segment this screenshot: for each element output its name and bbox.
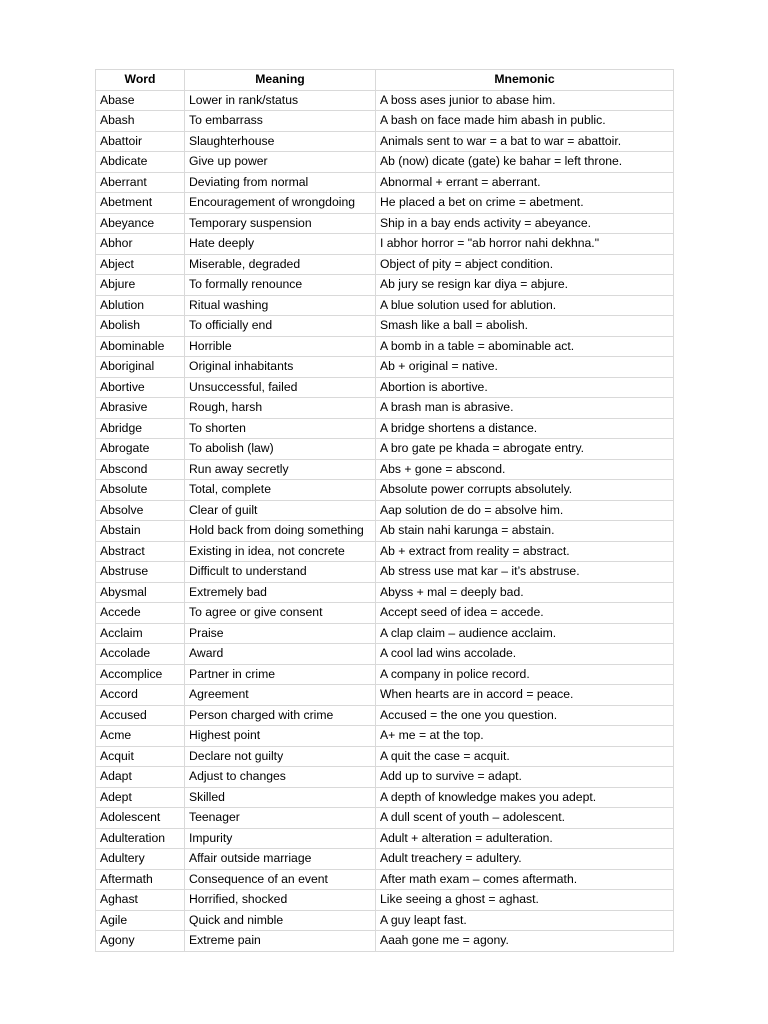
cell-meaning: Encouragement of wrongdoing — [185, 193, 376, 214]
cell-mnemonic: Ab stress use mat kar – it’s abstruse. — [376, 562, 674, 583]
cell-word: Abstain — [96, 521, 185, 542]
table-row — [96, 808, 674, 829]
table-row — [96, 439, 674, 460]
cell-word: Abeyance — [96, 213, 185, 234]
cell-mnemonic: Abs + gone = abscond. — [376, 459, 674, 480]
cell-word: Accomplice — [96, 664, 185, 685]
cell-meaning: Award — [185, 644, 376, 665]
cell-mnemonic: A quit the case = acquit. — [376, 746, 674, 767]
table-row — [96, 828, 674, 849]
table-row — [96, 890, 674, 911]
cell-word: Abase — [96, 90, 185, 111]
table-row — [96, 111, 674, 132]
cell-mnemonic: Adult + alteration = adulteration. — [376, 828, 674, 849]
cell-word: Ablution — [96, 295, 185, 316]
table-row — [96, 418, 674, 439]
cell-mnemonic: Animals sent to war = a bat to war = abattoir. — [376, 131, 674, 152]
cell-meaning: Rough, harsh — [185, 398, 376, 419]
table-row — [96, 562, 674, 583]
cell-meaning: Adjust to changes — [185, 767, 376, 788]
header-mnemonic: Mnemonic — [376, 70, 674, 91]
cell-word: Abysmal — [96, 582, 185, 603]
cell-word: Accused — [96, 705, 185, 726]
cell-meaning: Agreement — [185, 685, 376, 706]
cell-word: Agile — [96, 910, 185, 931]
cell-mnemonic: Add up to survive = adapt. — [376, 767, 674, 788]
cell-meaning: Declare not guilty — [185, 746, 376, 767]
cell-meaning: Total, complete — [185, 480, 376, 501]
cell-mnemonic: Smash like a ball = abolish. — [376, 316, 674, 337]
cell-meaning: Horrible — [185, 336, 376, 357]
cell-word: Abash — [96, 111, 185, 132]
table-row — [96, 849, 674, 870]
table-row — [96, 459, 674, 480]
table-row — [96, 336, 674, 357]
vocabulary-table — [95, 69, 674, 952]
header-word: Word — [96, 70, 185, 91]
table-row — [96, 213, 674, 234]
cell-mnemonic: Abortion is abortive. — [376, 377, 674, 398]
cell-word: Adulteration — [96, 828, 185, 849]
cell-meaning: Quick and nimble — [185, 910, 376, 931]
table-row — [96, 644, 674, 665]
table-row — [96, 357, 674, 378]
cell-word: Abstract — [96, 541, 185, 562]
cell-mnemonic: A+ me = at the top. — [376, 726, 674, 747]
cell-meaning: Skilled — [185, 787, 376, 808]
cell-mnemonic: A dull scent of youth – adolescent. — [376, 808, 674, 829]
cell-word: Abominable — [96, 336, 185, 357]
table-row — [96, 152, 674, 173]
table-row — [96, 521, 674, 542]
cell-word: Agony — [96, 931, 185, 952]
cell-word: Abrasive — [96, 398, 185, 419]
cell-meaning: Ritual washing — [185, 295, 376, 316]
cell-word: Adolescent — [96, 808, 185, 829]
cell-mnemonic: Ab + extract from reality = abstract. — [376, 541, 674, 562]
table-row — [96, 623, 674, 644]
table-row — [96, 90, 674, 111]
table-row — [96, 172, 674, 193]
cell-mnemonic: A brash man is abrasive. — [376, 398, 674, 419]
cell-mnemonic: A company in police record. — [376, 664, 674, 685]
cell-mnemonic: Aap solution de do = absolve him. — [376, 500, 674, 521]
cell-meaning: Extremely bad — [185, 582, 376, 603]
cell-word: Acme — [96, 726, 185, 747]
cell-mnemonic: Absolute power corrupts absolutely. — [376, 480, 674, 501]
cell-mnemonic: After math exam – comes aftermath. — [376, 869, 674, 890]
cell-word: Accolade — [96, 644, 185, 665]
cell-mnemonic: Ship in a bay ends activity = abeyance. — [376, 213, 674, 234]
cell-meaning: Horrified, shocked — [185, 890, 376, 911]
cell-mnemonic: Aaah gone me = agony. — [376, 931, 674, 952]
table-body — [96, 90, 674, 951]
table-row — [96, 295, 674, 316]
table-row — [96, 582, 674, 603]
cell-mnemonic: Ab + original = native. — [376, 357, 674, 378]
table-row — [96, 726, 674, 747]
cell-word: Accede — [96, 603, 185, 624]
cell-mnemonic: He placed a bet on crime = abetment. — [376, 193, 674, 214]
cell-meaning: Temporary suspension — [185, 213, 376, 234]
cell-word: Absolve — [96, 500, 185, 521]
cell-mnemonic: A boss ases junior to abase him. — [376, 90, 674, 111]
cell-word: Aftermath — [96, 869, 185, 890]
cell-meaning: Run away secretly — [185, 459, 376, 480]
cell-meaning: To shorten — [185, 418, 376, 439]
cell-word: Aghast — [96, 890, 185, 911]
cell-word: Acclaim — [96, 623, 185, 644]
cell-meaning: To formally renounce — [185, 275, 376, 296]
cell-meaning: Original inhabitants — [185, 357, 376, 378]
cell-word: Abhor — [96, 234, 185, 255]
cell-mnemonic: Abnormal + errant = aberrant. — [376, 172, 674, 193]
table-row — [96, 131, 674, 152]
cell-word: Abjure — [96, 275, 185, 296]
cell-mnemonic: Abyss + mal = deeply bad. — [376, 582, 674, 603]
cell-meaning: Slaughterhouse — [185, 131, 376, 152]
cell-meaning: Consequence of an event — [185, 869, 376, 890]
cell-word: Accord — [96, 685, 185, 706]
cell-mnemonic: Object of pity = abject condition. — [376, 254, 674, 275]
cell-word: Adapt — [96, 767, 185, 788]
table-row — [96, 193, 674, 214]
cell-mnemonic: Ab jury se resign kar diya = abjure. — [376, 275, 674, 296]
cell-meaning: Partner in crime — [185, 664, 376, 685]
table-row — [96, 500, 674, 521]
cell-word: Abject — [96, 254, 185, 275]
table-row — [96, 685, 674, 706]
cell-mnemonic: Adult treachery = adultery. — [376, 849, 674, 870]
table-row — [96, 931, 674, 952]
table-row — [96, 746, 674, 767]
cell-mnemonic: A bridge shortens a distance. — [376, 418, 674, 439]
cell-mnemonic: When hearts are in accord = peace. — [376, 685, 674, 706]
table-header — [96, 70, 674, 91]
cell-meaning: Extreme pain — [185, 931, 376, 952]
table-row — [96, 910, 674, 931]
cell-mnemonic: A guy leapt fast. — [376, 910, 674, 931]
cell-meaning: To embarrass — [185, 111, 376, 132]
table-row — [96, 603, 674, 624]
cell-mnemonic: Accept seed of idea = accede. — [376, 603, 674, 624]
cell-word: Acquit — [96, 746, 185, 767]
cell-meaning: Give up power — [185, 152, 376, 173]
cell-word: Adultery — [96, 849, 185, 870]
cell-word: Abortive — [96, 377, 185, 398]
cell-mnemonic: A clap claim – audience acclaim. — [376, 623, 674, 644]
cell-meaning: To abolish (law) — [185, 439, 376, 460]
cell-meaning: Hold back from doing something — [185, 521, 376, 542]
cell-word: Aboriginal — [96, 357, 185, 378]
cell-meaning: Teenager — [185, 808, 376, 829]
cell-word: Aberrant — [96, 172, 185, 193]
cell-meaning: Difficult to understand — [185, 562, 376, 583]
cell-mnemonic: A cool lad wins accolade. — [376, 644, 674, 665]
cell-mnemonic: Accused = the one you question. — [376, 705, 674, 726]
cell-meaning: To officially end — [185, 316, 376, 337]
cell-word: Abattoir — [96, 131, 185, 152]
cell-meaning: To agree or give consent — [185, 603, 376, 624]
table-row — [96, 275, 674, 296]
cell-meaning: Hate deeply — [185, 234, 376, 255]
cell-meaning: Clear of guilt — [185, 500, 376, 521]
table-row — [96, 705, 674, 726]
table-row — [96, 541, 674, 562]
cell-meaning: Deviating from normal — [185, 172, 376, 193]
cell-mnemonic: A blue solution used for ablution. — [376, 295, 674, 316]
table-row — [96, 377, 674, 398]
table-row — [96, 787, 674, 808]
cell-mnemonic: A bash on face made him abash in public. — [376, 111, 674, 132]
table-row — [96, 398, 674, 419]
cell-word: Abolish — [96, 316, 185, 337]
cell-mnemonic: A bomb in a table = abominable act. — [376, 336, 674, 357]
cell-word: Abscond — [96, 459, 185, 480]
cell-mnemonic: Ab (now) dicate (gate) ke bahar = left throne. — [376, 152, 674, 173]
header-meaning: Meaning — [185, 70, 376, 91]
table-row — [96, 767, 674, 788]
cell-meaning: Lower in rank/status — [185, 90, 376, 111]
cell-mnemonic: Like seeing a ghost = aghast. — [376, 890, 674, 911]
cell-mnemonic: A bro gate pe khada = abrogate entry. — [376, 439, 674, 460]
cell-word: Abdicate — [96, 152, 185, 173]
table-row — [96, 480, 674, 501]
cell-word: Abridge — [96, 418, 185, 439]
cell-meaning: Miserable, degraded — [185, 254, 376, 275]
cell-meaning: Unsuccessful, failed — [185, 377, 376, 398]
cell-meaning: Impurity — [185, 828, 376, 849]
vocabulary-sheet — [95, 69, 673, 952]
cell-meaning: Affair outside marriage — [185, 849, 376, 870]
table-row — [96, 254, 674, 275]
cell-word: Absolute — [96, 480, 185, 501]
cell-mnemonic: A depth of knowledge makes you adept. — [376, 787, 674, 808]
cell-meaning: Highest point — [185, 726, 376, 747]
cell-mnemonic: I abhor horror = "ab horror nahi dekhna." — [376, 234, 674, 255]
table-row — [96, 869, 674, 890]
cell-word: Abstruse — [96, 562, 185, 583]
cell-word: Adept — [96, 787, 185, 808]
cell-meaning: Person charged with crime — [185, 705, 376, 726]
header-row — [96, 70, 674, 91]
cell-word: Abrogate — [96, 439, 185, 460]
table-row — [96, 664, 674, 685]
table-row — [96, 316, 674, 337]
cell-mnemonic: Ab stain nahi karunga = abstain. — [376, 521, 674, 542]
cell-meaning: Praise — [185, 623, 376, 644]
cell-meaning: Existing in idea, not concrete — [185, 541, 376, 562]
cell-word: Abetment — [96, 193, 185, 214]
table-row — [96, 234, 674, 255]
